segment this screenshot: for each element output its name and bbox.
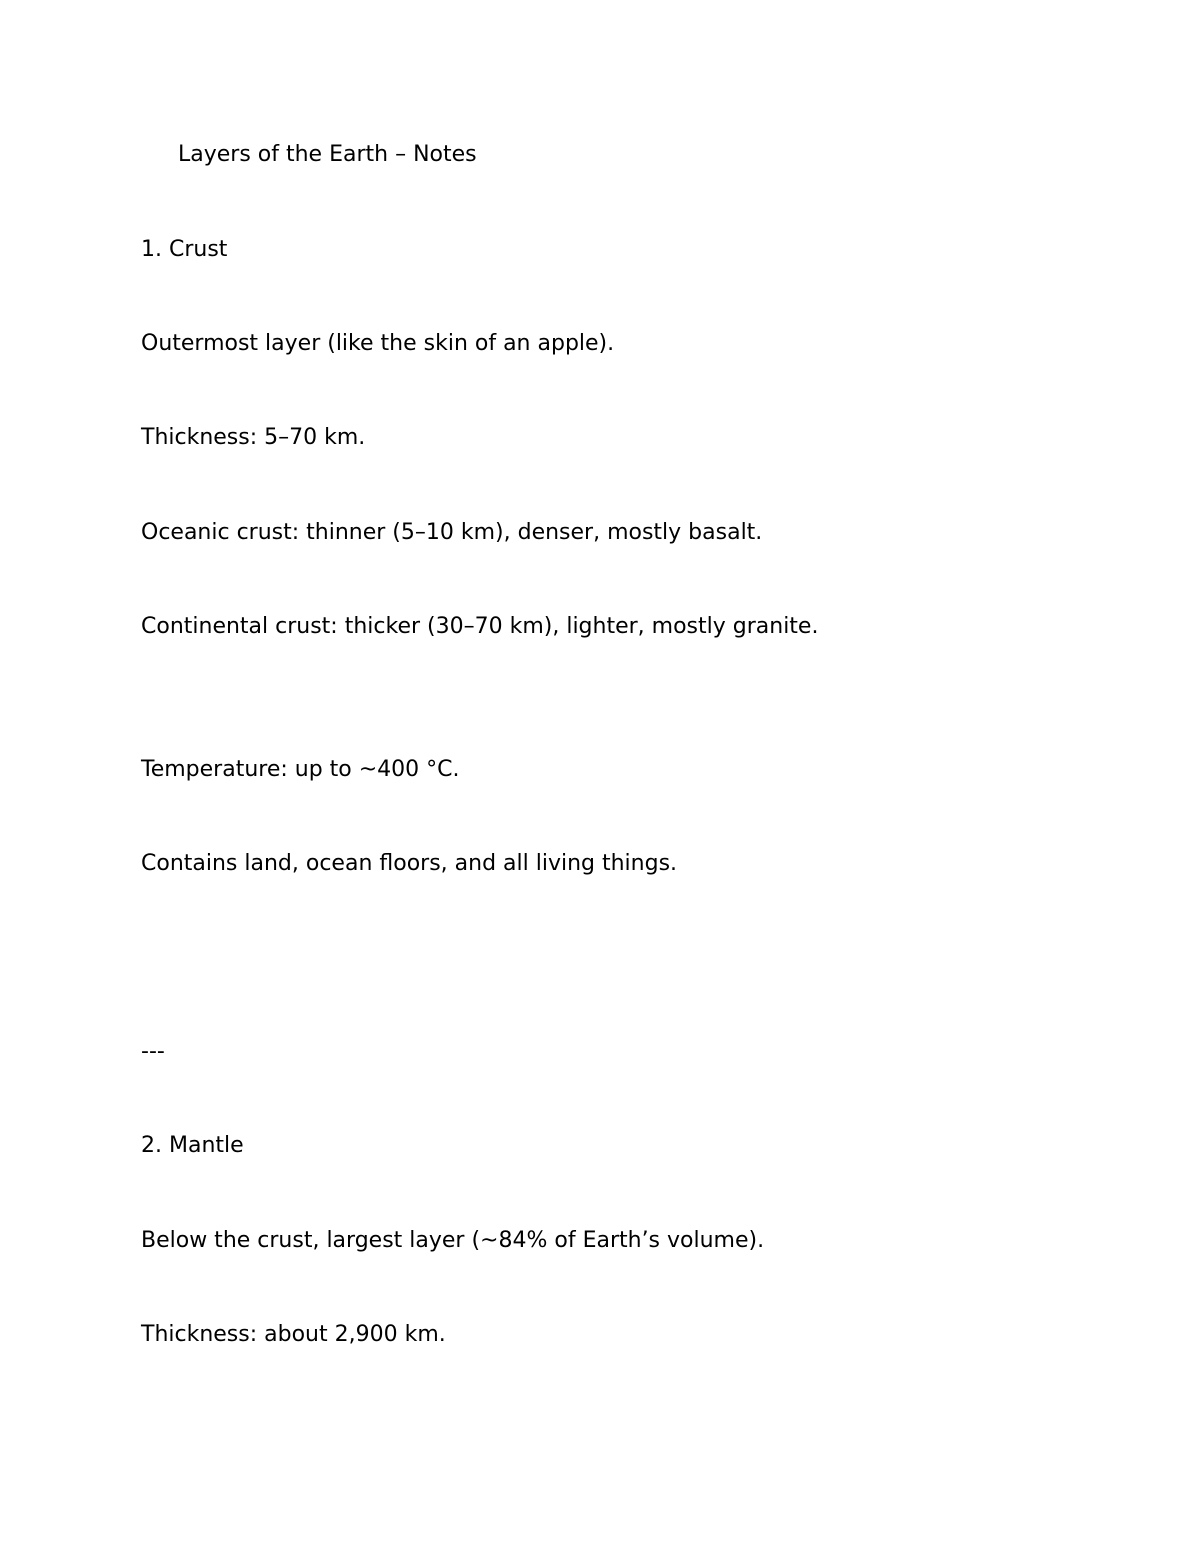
section-separator: --- xyxy=(141,1039,165,1064)
crust-note-6: Contains land, ocean floors, and all living things. xyxy=(141,851,678,876)
crust-note-1: Outermost layer (like the skin of an apple). xyxy=(141,331,615,356)
crust-note-2: Thickness: 5–70 km. xyxy=(141,425,366,450)
crust-note-5: Temperature: up to ~400 °C. xyxy=(141,757,460,782)
section-heading-mantle: 2. Mantle xyxy=(141,1133,244,1158)
crust-note-3: Oceanic crust: thinner (5–10 km), denser, mostly basalt. xyxy=(141,520,763,545)
mantle-note-2: Thickness: about 2,900 km. xyxy=(141,1322,446,1347)
section-heading-crust: 1. Crust xyxy=(141,237,228,262)
mantle-note-1: Below the crust, largest layer (~84% of Earth’s volume). xyxy=(141,1228,765,1253)
crust-note-4: Continental crust: thicker (30–70 km), lighter, mostly granite. xyxy=(141,614,819,639)
document-title: Layers of the Earth – Notes xyxy=(178,142,477,167)
